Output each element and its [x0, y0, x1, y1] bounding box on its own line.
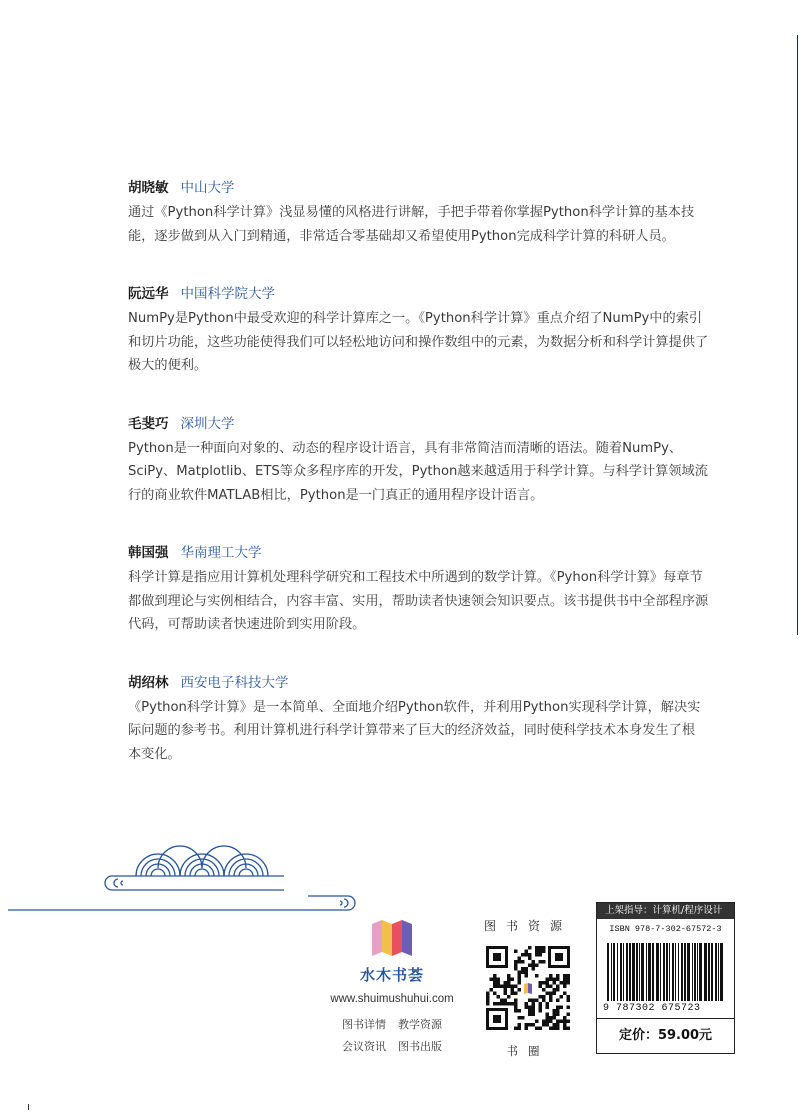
review-line: 能，逐步做到从入门到精通，非常适合零基础却又希望使用Python完成科学计算的科研人员。 [128, 228, 675, 244]
isbn-barcode-digits: 9 787302 675723 [603, 1003, 701, 1014]
reviewer-school: 深圳大学 [180, 415, 235, 432]
crop-mark [28, 1104, 29, 1110]
review-2 [128, 284, 724, 378]
review-line: 通过《Python科学计算》浅显易懂的风格进行讲解，手把手带着你掌握Python科学计算的基本技 [128, 205, 695, 220]
reviewer-name: 毛斐巧 [128, 415, 169, 432]
review-4 [128, 543, 724, 637]
reviewer-name: 阮远华 [128, 286, 169, 302]
review-text [128, 437, 724, 508]
review-line: 《Python科学计算》是一本简单、全面地介绍Python软件，并利用Python实现科学计算，解决实 [128, 699, 701, 715]
reviewer-school: 华南理工大学 [180, 545, 262, 561]
review-line: 行的商业软件MATLAB相比，Python是一门真正的通用程序设计语言。 [128, 487, 544, 503]
review-line: 际问题的参考书。利用计算机进行科学计算带来了巨大的经济效益，同时使科学技术本身发生了根 [128, 723, 696, 738]
reviewer-school: 中国科学院大学 [180, 286, 275, 302]
review-text [128, 566, 724, 637]
qr-code-icon[interactable] [484, 944, 572, 1032]
publisher-links [300, 1014, 484, 1058]
review-5 [128, 673, 724, 767]
right-edge-line [797, 35, 798, 635]
review-line: 和切片功能，这些功能使得我们可以轻松地访问和操作数组中的元素，为数据分析和科学计算提供了 [128, 334, 709, 350]
publisher-logo-text: 水木书荟 [359, 966, 424, 984]
barcode-icon [607, 943, 725, 1003]
review-text [128, 201, 724, 248]
review-line: 极大的便利。 [128, 358, 208, 373]
reviews-section [128, 178, 724, 802]
reviewer-name: 胡晓敏 [128, 180, 169, 196]
qr-title: 图书资源 [483, 919, 572, 933]
link-book-publishing[interactable]: 图书出版 [398, 1040, 442, 1053]
review-line: 本变化。 [128, 746, 181, 762]
review-line: Python是一种面向对象的、动态的程序设计语言，具有非常简洁而清晰的语法。随着NumPy、 [128, 440, 683, 456]
shelf-category: 上架指导：计算机/程序设计 [597, 903, 734, 919]
link-conference-info[interactable]: 会议资讯 [342, 1040, 386, 1053]
review-line: SciPy、Matplotlib、ETS等众多程序库的开发，Python越来越适用于科学计算。与科学计算领域流 [128, 464, 708, 479]
isbn-number: ISBN 978-7-302-67572-3 [609, 924, 722, 934]
publisher-logo [352, 918, 432, 985]
reviewer-name: 韩国强 [128, 545, 169, 561]
review-3 [128, 414, 724, 508]
book-price: 定价：59.00元 [597, 1018, 734, 1053]
wave-ornament [8, 838, 368, 918]
reviewer-school: 西安电子科技大学 [180, 674, 289, 691]
link-teaching-resources[interactable]: 教学资源 [398, 1018, 442, 1031]
reviewer-school: 中山大学 [180, 180, 235, 196]
link-book-details[interactable]: 图书详情 [342, 1018, 386, 1031]
books-logo-icon [368, 918, 416, 956]
review-1 [128, 178, 724, 248]
review-text [128, 696, 724, 767]
review-line: 代码，可帮助读者快速进阶到实用阶段。 [128, 617, 366, 632]
isbn-price-box [596, 902, 735, 1054]
review-line: NumPy是Python中最受欢迎的科学计算库之一。《Python科学计算》重点介绍了NumPy中的索引 [128, 311, 703, 326]
publisher-url[interactable]: www.shuimushuhui.com [330, 993, 454, 1005]
review-line: 科学计算是指应用计算机处理科学研究和工程技术中所遇到的数学计算。《Pyhon科学计算》每章节 [128, 570, 703, 585]
qr-caption: 书圈 [506, 1044, 550, 1058]
review-text [128, 307, 724, 378]
reviewer-name: 胡绍林 [128, 674, 169, 691]
review-line: 都做到理论与实例相结合，内容丰富、实用，帮助读者快速领会知识要点。该书提供书中全部程序源 [128, 593, 709, 609]
